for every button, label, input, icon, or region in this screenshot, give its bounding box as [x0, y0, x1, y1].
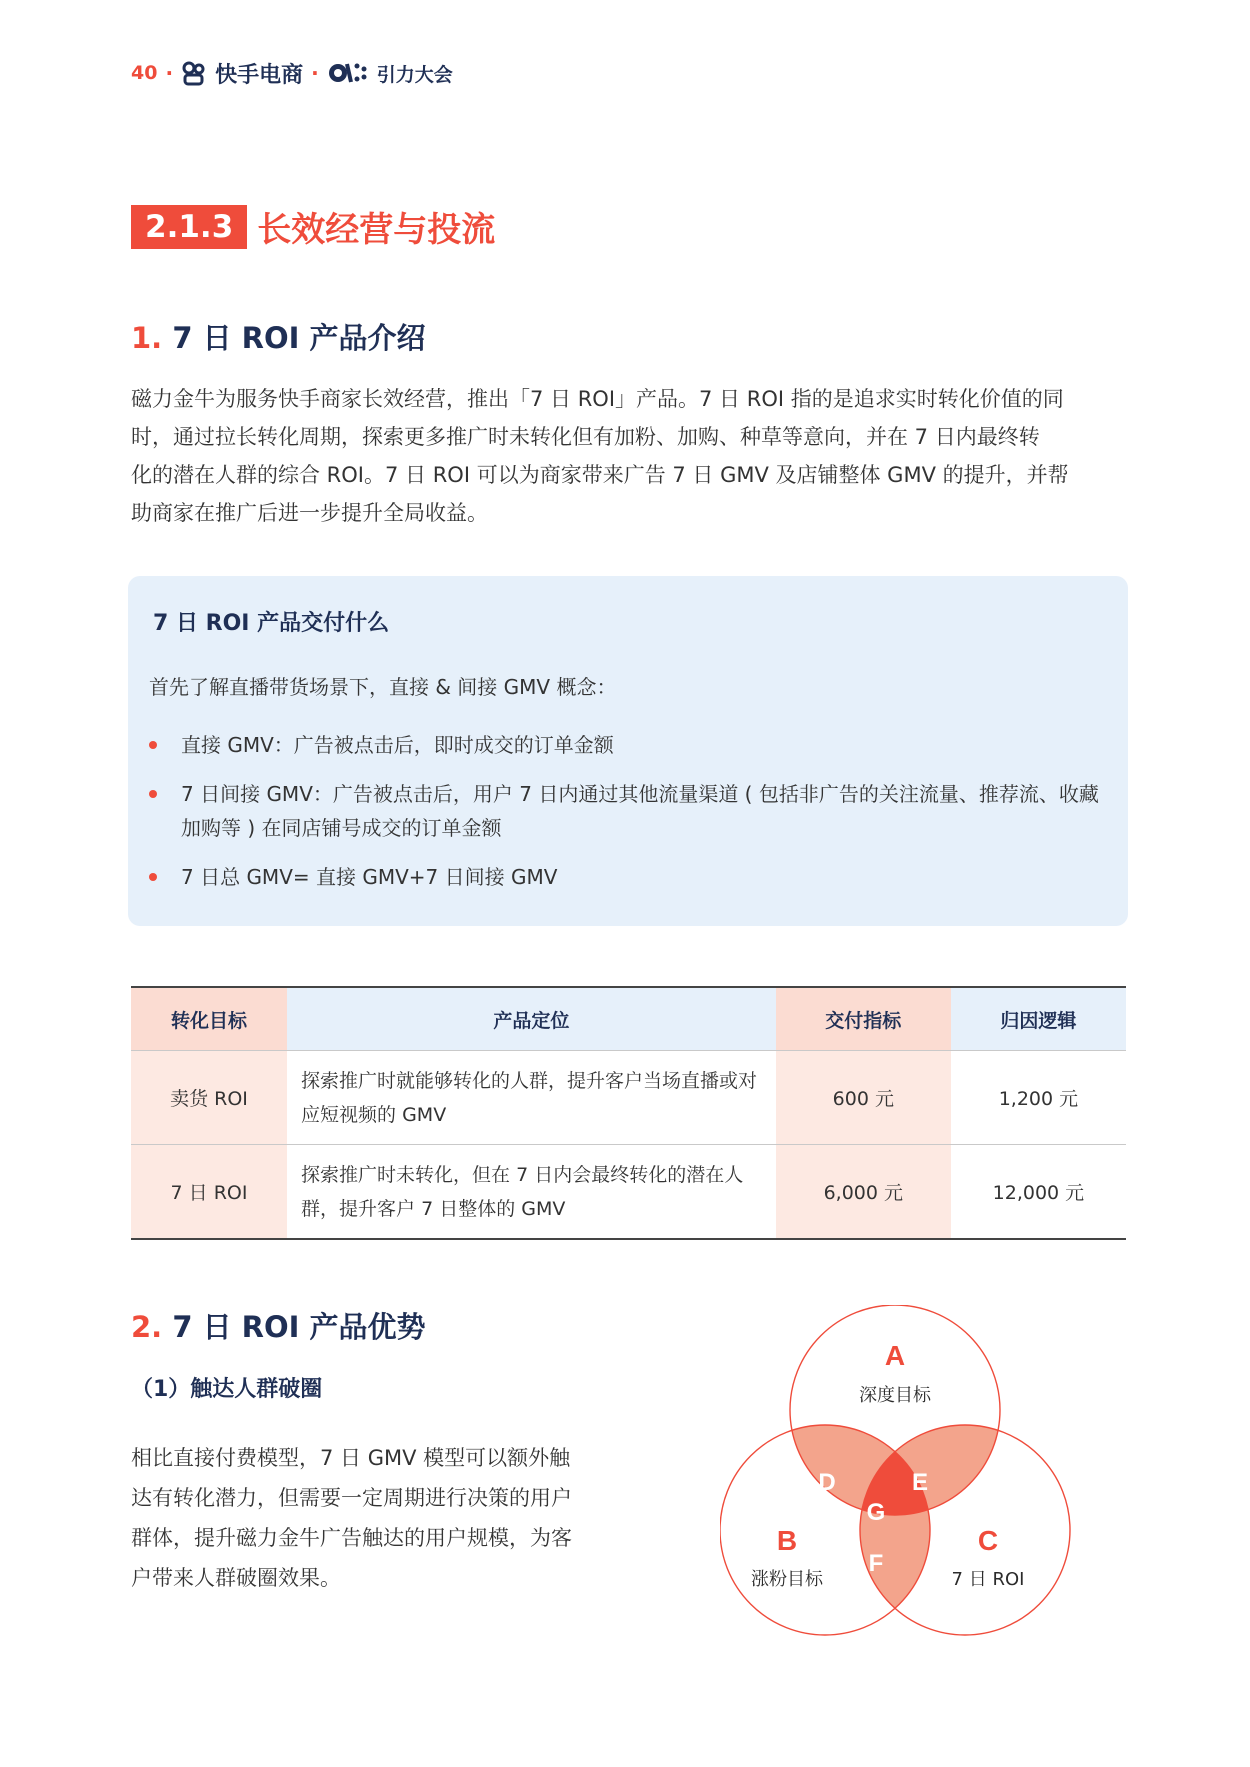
- paragraph-line: 助商家在推广后进一步提升全局收益。: [131, 501, 488, 525]
- info-box: [128, 576, 1128, 926]
- bullet-dot-icon: [149, 790, 157, 798]
- comparison-table: [131, 986, 1126, 1240]
- venn-letter-a: A: [884, 1340, 906, 1371]
- list-item: [149, 860, 1099, 894]
- brand-kuaishou-ecommerce: 快手电商: [215, 62, 304, 88]
- table-cell: 12,000 元: [951, 1145, 1126, 1240]
- table-cell: 探索推广时就能够转化的人群，提升客户当场直播或对应短视频的 GMV: [287, 1051, 776, 1145]
- section-title: 长效经营与投流: [257, 210, 496, 250]
- table-header: 转化目标: [131, 987, 287, 1051]
- venn-label-a: 深度目标: [859, 1385, 931, 1406]
- venn-diagram: [720, 1305, 1090, 1655]
- table-row: [131, 1145, 1126, 1240]
- table-header-row: [131, 987, 1126, 1051]
- venn-label-c: 7 日 ROI: [951, 1569, 1025, 1590]
- info-box-list: [149, 728, 1099, 909]
- part1-title: 7 日 ROI 产品介绍: [172, 321, 426, 355]
- table-row: [131, 1051, 1126, 1145]
- part2-title: 7 日 ROI 产品优势: [172, 1310, 426, 1344]
- section-heading: [131, 202, 495, 251]
- list-item-text: 直接 GMV：广告被点击后，即时成交的订单金额: [181, 733, 614, 757]
- venn-letter-c: C: [977, 1525, 999, 1556]
- separator-dot: ·: [165, 61, 174, 85]
- paragraph-line: 群体，提升磁力金牛广告触达的用户规模，为客: [131, 1526, 572, 1550]
- table-header: 交付指标: [776, 987, 951, 1051]
- venn-letter-f: F: [868, 1550, 884, 1577]
- paragraph-line: 户带来人群破圈效果。: [131, 1566, 341, 1590]
- list-item: [149, 777, 1099, 845]
- bullet-dot-icon: [149, 741, 157, 749]
- table-cell: 探索推广时未转化，但在 7 日内会最终转化的潜在人群，提升客户 7 日整体的 GMV: [287, 1145, 776, 1240]
- paragraph-line: 磁力金牛为服务快手商家长效经营，推出「7 日 ROI」产品。7 日 ROI 指的是追求实时转化价值的同: [131, 387, 1064, 411]
- venn-letter-g: G: [866, 1499, 886, 1526]
- info-box-title: 7 日 ROI 产品交付什么: [153, 611, 390, 636]
- paragraph-line: 达有转化潜力，但需要一定周期进行决策的用户: [131, 1486, 572, 1510]
- table-cell: 卖货 ROI: [131, 1051, 287, 1145]
- section-number: 2.1.3: [131, 205, 247, 249]
- paragraph-line: 时，通过拉长转化周期，探索更多推广时未转化但有加粉、加购、种草等意向，并在 7 日内最终转: [131, 425, 1040, 449]
- list-item-text: 7 日总 GMV= 直接 GMV+7 日间接 GMV: [181, 865, 558, 889]
- venn-letter-d: D: [818, 1469, 836, 1496]
- brand-yinli-conference: 引力大会: [376, 63, 453, 86]
- venn-letter-b: B: [776, 1525, 798, 1556]
- list-item-text: 7 日间接 GMV：广告被点击后，用户 7 日内通过其他流量渠道 ( 包括非广告的关注流量、推荐流、收藏加购等 ) 在同店铺号成交的订单金额: [181, 782, 1099, 840]
- info-box-intro: 首先了解直播带货场景下，直接 & 间接 GMV 概念：: [149, 675, 617, 699]
- part1-paragraph: [131, 380, 1131, 532]
- kuaishou-logo-icon: [181, 60, 207, 86]
- part1-heading: [131, 316, 426, 357]
- part2-number: 2.: [131, 1310, 163, 1344]
- separator-dot-2: ·: [311, 61, 319, 85]
- table-cell: 6,000 元: [776, 1145, 951, 1240]
- page-header: [131, 56, 453, 90]
- part2-subheading: （1）触达人群破圈: [131, 1377, 323, 1402]
- venn-label-b: 涨粉目标: [751, 1569, 823, 1590]
- part1-number: 1.: [131, 321, 163, 355]
- table-cell: 7 日 ROI: [131, 1145, 287, 1240]
- table-cell: 1,200 元: [951, 1051, 1126, 1145]
- yinli-logo-icon: [327, 60, 369, 86]
- list-item: [149, 728, 1099, 762]
- part2-heading: [131, 1305, 426, 1346]
- bullet-dot-icon: [149, 873, 157, 881]
- table-header: 产品定位: [287, 987, 776, 1051]
- table-cell: 600 元: [776, 1051, 951, 1145]
- venn-letter-e: E: [911, 1469, 929, 1496]
- table-header: 归因逻辑: [951, 987, 1126, 1051]
- paragraph-line: 相比直接付费模型，7 日 GMV 模型可以额外触: [131, 1446, 571, 1470]
- part2-paragraph: [131, 1438, 651, 1598]
- page-number: 40: [131, 62, 158, 84]
- paragraph-line: 化的潜在人群的综合 ROI。7 日 ROI 可以为商家带来广告 7 日 GMV 及店铺整体 GMV 的提升，并帮: [131, 463, 1069, 487]
